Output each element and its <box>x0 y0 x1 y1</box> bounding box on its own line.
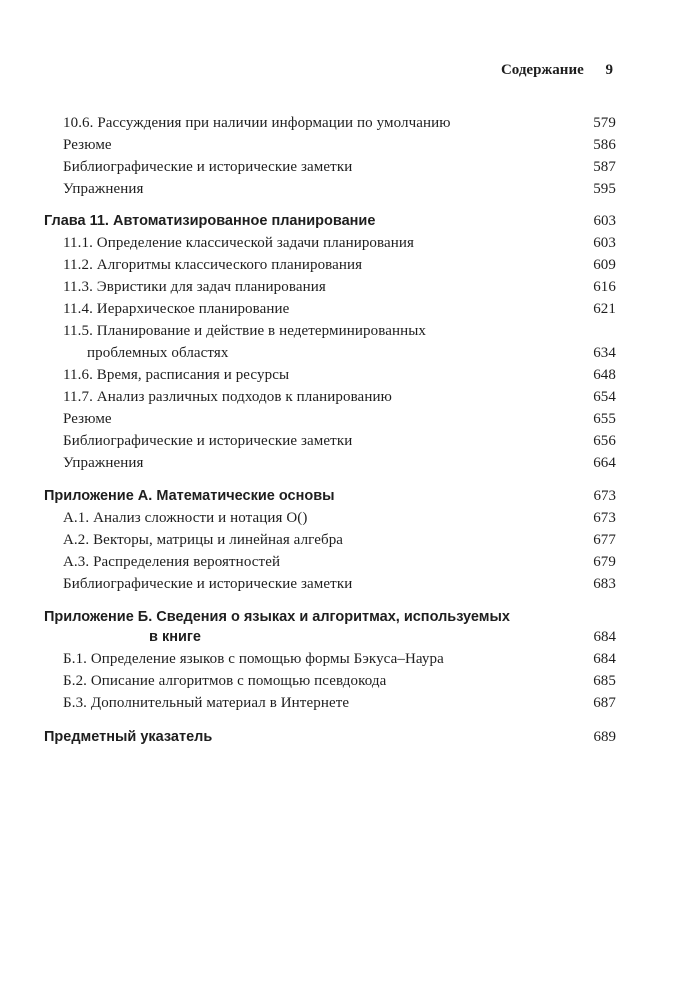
toc-chapter-title: Глава 11. Автоматизированное планирование <box>44 213 376 229</box>
toc-chapter <box>0 211 677 231</box>
toc-entry-title: Библиографические и исторические заметки <box>63 576 353 592</box>
toc-entry-title: А.1. Анализ сложности и нотация O() <box>63 510 308 526</box>
toc-entry <box>0 530 677 550</box>
running-header-title: Содержание <box>500 62 584 78</box>
toc-entry-page: 677 <box>593 532 616 548</box>
toc-entry-page: 655 <box>593 411 616 427</box>
toc-entry-title: проблемных областях <box>87 345 229 361</box>
toc-entry-page: 621 <box>593 301 616 317</box>
toc-entry <box>0 649 677 669</box>
toc-entry <box>0 574 677 594</box>
toc-entry-continuation <box>0 343 677 363</box>
toc-entry-page: 679 <box>593 554 616 570</box>
toc-entry <box>0 552 677 572</box>
toc-entry <box>0 409 677 429</box>
toc-entry <box>0 299 677 319</box>
toc-entry-title: Упражнения <box>63 181 144 197</box>
toc-chapter-page: 684 <box>593 629 616 645</box>
toc-entry-title: 10.6. Рассуждения при наличии информации по умолчанию <box>63 115 451 131</box>
toc-entry-title: Упражнения <box>63 455 144 471</box>
toc-entry <box>0 135 677 155</box>
toc-entry <box>0 255 677 275</box>
toc-entry <box>0 671 677 691</box>
toc-entry-page: 595 <box>593 181 616 197</box>
toc-entry-page: 587 <box>593 159 616 175</box>
toc-entry-title: Резюме <box>63 411 112 427</box>
toc-entry-page: 579 <box>593 115 616 131</box>
toc-entry-page: 656 <box>593 433 616 449</box>
toc-entry <box>0 277 677 297</box>
toc-entry <box>0 157 677 177</box>
toc-chapter-page: 673 <box>593 488 616 504</box>
toc-entry-title: 11.1. Определение классической задачи планирования <box>63 235 415 251</box>
toc-entry <box>0 113 677 133</box>
toc-entry <box>0 321 677 341</box>
toc-entry <box>0 179 677 199</box>
toc-entry-page: 673 <box>593 510 616 526</box>
toc-entry <box>0 233 677 253</box>
toc-entry-page: 664 <box>593 455 616 471</box>
toc-entry-page: 654 <box>593 389 616 405</box>
toc-entry-title: Б.1. Определение языков с помощью формы Бэкуса–Наура <box>63 651 444 667</box>
toc-entry-title: Библиографические и исторические заметки <box>63 433 353 449</box>
toc-entry-title: 11.2. Алгоритмы классического планирования <box>63 257 363 273</box>
toc-chapter-continuation <box>0 627 677 647</box>
toc-entry <box>0 365 677 385</box>
toc-entry <box>0 453 677 473</box>
toc-entry-title: 11.3. Эвристики для задач планирования <box>63 279 326 295</box>
toc-chapter-page: 689 <box>593 729 616 745</box>
toc-entry-page: 683 <box>593 576 616 592</box>
toc-entry-title: 11.7. Анализ различных подходов к планированию <box>63 389 392 405</box>
toc-entry-page: 603 <box>593 235 616 251</box>
toc-entry <box>0 508 677 528</box>
toc-chapter <box>0 607 677 627</box>
toc-entry-title: 11.4. Иерархическое планирование <box>63 301 290 317</box>
toc-entry-title: Библиографические и исторические заметки <box>63 159 353 175</box>
toc-entry-title: А.2. Векторы, матрицы и линейная алгебра <box>63 532 344 548</box>
toc-entry <box>0 431 677 451</box>
toc-entry-page: 648 <box>593 367 616 383</box>
toc-entry-page: 616 <box>593 279 616 295</box>
toc-chapter-title: Приложение Б. Сведения о языках и алгоритмах, используемых <box>44 609 510 625</box>
toc-entry-page: 685 <box>593 673 616 689</box>
toc-entry <box>0 387 677 407</box>
toc-entry-title: А.3. Распределения вероятностей <box>63 554 281 570</box>
toc-entry-page: 687 <box>593 695 616 711</box>
toc-entry-page: 634 <box>593 345 616 361</box>
toc-entry-title: 11.5. Планирование и действие в недетерминированных <box>63 323 426 339</box>
toc-entry-page: 586 <box>593 137 616 153</box>
toc-entry-page: 609 <box>593 257 616 273</box>
running-header-page-number: 9 <box>605 62 613 78</box>
toc-chapter-title: Приложение А. Математические основы <box>44 488 335 504</box>
toc-chapter-page: 603 <box>593 213 616 229</box>
toc-entry <box>0 693 677 713</box>
toc-entry-title: Б.3. Дополнительный материал в Интернете <box>63 695 350 711</box>
toc-entry-title: 11.6. Время, расписания и ресурсы <box>63 367 290 383</box>
toc-chapter <box>0 727 677 747</box>
toc-entry-title: Резюме <box>63 137 112 153</box>
toc-entry-title: Б.2. Описание алгоритмов с помощью псевдокода <box>63 673 387 689</box>
toc-entry-page: 684 <box>593 651 616 667</box>
toc-chapter-title: Предметный указатель <box>44 729 213 745</box>
toc-chapter <box>0 486 677 506</box>
toc-chapter-title: в книге <box>149 629 201 645</box>
